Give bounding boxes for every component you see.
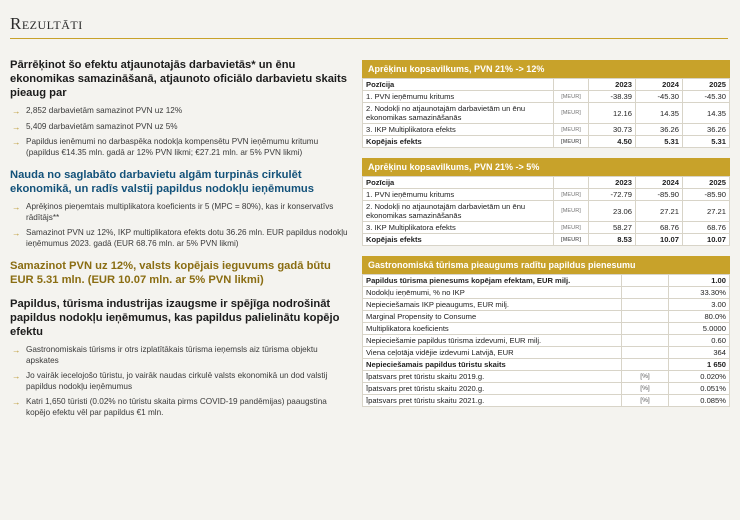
- row-unit: [622, 275, 669, 287]
- row-unit: [MEUR]: [554, 222, 589, 234]
- sub-bullet-text: Papildus ienēmumi no darbaspēka nodokļa kompensētu PVN ieņēmumu kritumu (papildus €14.35 mln. gadā ar 12% PVN likmi; €27.21 mln. ar 5% PVN likmi): [26, 137, 319, 157]
- table-row: [363, 347, 730, 359]
- row-value: -45.30: [636, 91, 683, 103]
- row-label: Nodokļu ieņēmumi, % no IKP: [363, 287, 622, 299]
- table-row: [363, 287, 730, 299]
- column-header: [554, 79, 589, 91]
- row-value: 1 650: [669, 359, 730, 371]
- row-label: 2. Nodokļi no atjaunotajām darbavietām un ēnu ekonomikas samazināšanās: [363, 103, 554, 124]
- row-value: 36.26: [683, 124, 730, 136]
- row-value: -85.90: [636, 189, 683, 201]
- row-label: 3. IKP Multiplikatora efekts: [363, 222, 554, 234]
- row-unit: [MEUR]: [554, 103, 589, 124]
- row-value: 14.35: [636, 103, 683, 124]
- row-value: 0.60: [669, 335, 730, 347]
- row-value: 5.31: [636, 136, 683, 148]
- block-heading: Nauda no saglabāto darbavietu algām turpinās cirkulēt ekonomikā, un radīs valstij papildus nodokļu ieņēmumus: [10, 169, 314, 195]
- sub-bullet: [10, 228, 350, 249]
- right-tables-column: [362, 60, 730, 417]
- row-unit: [622, 311, 669, 323]
- sub-bullet-text: Katri 1,650 tūristi (0.02% no tūristu skaita pirms COVID-19 pandēmijas) paaugstina kopējo efektu vēl par papildus €1 mln.: [26, 397, 327, 417]
- table-row: [363, 335, 730, 347]
- row-unit: [%]: [622, 395, 669, 407]
- row-label: 3. IKP Multiplikatora efekts: [363, 124, 554, 136]
- row-unit: [MEUR]: [554, 136, 589, 148]
- content-block: [10, 259, 350, 287]
- row-value: 36.26: [636, 124, 683, 136]
- table-row: [363, 359, 730, 371]
- row-value: 12.16: [589, 103, 636, 124]
- table-header-row: [363, 177, 730, 189]
- row-unit: [622, 323, 669, 335]
- row-unit: [622, 287, 669, 299]
- sub-bullet: [10, 137, 350, 158]
- row-label: 2. Nodokļi no atjaunotajām darbavietām un ēnu ekonomikas samazināšanās: [363, 201, 554, 222]
- table-row: [363, 124, 730, 136]
- row-unit: [MEUR]: [554, 91, 589, 103]
- row-label: Kopējais efekts: [363, 136, 554, 148]
- column-header: 2023: [589, 79, 636, 91]
- row-value: 364: [669, 347, 730, 359]
- table-row: [363, 189, 730, 201]
- sub-bullet-text: 5,409 darbavietām samazinot PVN uz 5%: [26, 121, 178, 131]
- table-total-row: [363, 234, 730, 246]
- summary-table-12: [362, 60, 730, 148]
- row-label: Īpatsvars pret tūristu skaitu 2019.g.: [363, 371, 622, 383]
- row-value: 0.051%: [669, 383, 730, 395]
- column-header: Pozīcija: [363, 79, 554, 91]
- sub-bullet: [10, 345, 350, 366]
- row-unit: [622, 299, 669, 311]
- row-value: 0.020%: [669, 371, 730, 383]
- row-value: 27.21: [683, 201, 730, 222]
- table-row: [363, 103, 730, 124]
- sub-bullet: [10, 371, 350, 392]
- table-row: [363, 275, 730, 287]
- row-label: Nepieciešamais papildus tūristu skaits: [363, 359, 622, 371]
- sub-bullet-text: Aprēķinos pieņemtais multiplikatora koeficients ir 5 (MPC = 80%), kas ir konservatīvs rādītājs**: [26, 202, 334, 222]
- sub-bullet-text: 2,852 darbavietām samazinot PVN uz 12%: [26, 106, 183, 115]
- tourism-table: [362, 256, 730, 407]
- row-unit: [%]: [622, 371, 669, 383]
- sub-bullet-text: Jo vairāk iecelojošo tūristu, jo vairāk naudas cirkulē valsts ekonomikā un dod valstij papildus nodokļu ieņēmumus: [26, 371, 328, 391]
- table-row: [363, 311, 730, 323]
- row-value: 5.0000: [669, 323, 730, 335]
- table-row: [363, 395, 730, 407]
- arrow-icon: →: [12, 345, 21, 355]
- table-row: [363, 201, 730, 222]
- table-row: [363, 371, 730, 383]
- row-label: Viena ceļotāja vidējie izdevumi Latvijā, EUR: [363, 347, 622, 359]
- row-value: 58.27: [589, 222, 636, 234]
- row-unit: [MEUR]: [554, 189, 589, 201]
- content-block: [10, 58, 350, 158]
- table-row: [363, 222, 730, 234]
- block-heading: Samazinot PVN uz 12%, valsts kopējais ieguvums gadā būtu EUR 5.31 mln. (EUR 10.07 mln. ar 5% PVN likmi): [10, 260, 331, 286]
- table-title: Aprēķinu kopsavilkums, PVN 21% -> 12%: [362, 60, 730, 78]
- data-table: [362, 176, 730, 246]
- row-label: 1. PVN ieņēmumu kritums: [363, 189, 554, 201]
- row-value: 0.085%: [669, 395, 730, 407]
- title-divider: [10, 38, 728, 39]
- row-value: 30.73: [589, 124, 636, 136]
- column-header: 2024: [636, 79, 683, 91]
- row-value: 8.53: [589, 234, 636, 246]
- row-value: 5.31: [683, 136, 730, 148]
- row-label: Multiplikatora koeficients: [363, 323, 622, 335]
- row-value: 27.21: [636, 201, 683, 222]
- column-header: 2024: [636, 177, 683, 189]
- table-row: [363, 323, 730, 335]
- table-row: [363, 91, 730, 103]
- table-row: [363, 299, 730, 311]
- row-label: 1. PVN ieņēmumu kritums: [363, 91, 554, 103]
- arrow-icon: →: [12, 202, 21, 212]
- row-value: 10.07: [636, 234, 683, 246]
- row-value: 3.00: [669, 299, 730, 311]
- row-value: 23.06: [589, 201, 636, 222]
- row-unit: [MEUR]: [554, 201, 589, 222]
- column-header: 2025: [683, 177, 730, 189]
- data-table: [362, 78, 730, 148]
- arrow-icon: →: [12, 371, 21, 381]
- arrow-icon: →: [12, 397, 21, 407]
- content-block: [10, 168, 350, 249]
- table-title: Aprēķinu kopsavilkums, PVN 21% -> 5%: [362, 158, 730, 176]
- row-label: Īpatsvars pret tūristu skaitu 2021.g.: [363, 395, 622, 407]
- row-value: -72.79: [589, 189, 636, 201]
- table-title: Gastronomiskā tūrisma pieaugums radītu papildus pienesumu: [362, 256, 730, 274]
- row-unit: [MEUR]: [554, 234, 589, 246]
- block-heading: Pārrēķinot šo efektu atjaunotajās darbavietās* un ēnu ekonomikas samazināšanā, atjaunoto oficiālo darbavietu skaits pieaug par: [10, 59, 347, 99]
- column-header: 2025: [683, 79, 730, 91]
- row-label: Nepieciešamie papildus tūrisma izdevumi, EUR milj.: [363, 335, 622, 347]
- row-unit: [622, 347, 669, 359]
- table-total-row: [363, 136, 730, 148]
- row-value: 4.50: [589, 136, 636, 148]
- column-header: 2023: [589, 177, 636, 189]
- row-label: Nepieciešamais IKP pieaugums, EUR milj.: [363, 299, 622, 311]
- sub-bullet: [10, 202, 350, 223]
- row-label: Papildus tūrisma pienesums kopējam efektam, EUR milj.: [363, 275, 622, 287]
- row-label: Kopējais efekts: [363, 234, 554, 246]
- row-value: 14.35: [683, 103, 730, 124]
- column-header: Pozīcija: [363, 177, 554, 189]
- row-value: 68.76: [636, 222, 683, 234]
- content-block: [10, 297, 350, 418]
- block-heading: Papildus, tūrisma industrijas izaugsme ir spējīga nodrošināt papildus nodokļu ieņēmumus, kas papildus palielinātu kopējo efektu: [10, 298, 340, 338]
- sub-bullet-text: Samazinot PVN uz 12%, IKP multiplikatora efekts dotu 36.26 mln. EUR papildus nodokļu ieņēmumus 2023. gadā (EUR 68.76 mln. ar 5% PVN likmi): [26, 228, 348, 248]
- arrow-icon: →: [12, 228, 21, 238]
- table-header-row: [363, 79, 730, 91]
- row-unit: [MEUR]: [554, 124, 589, 136]
- arrow-icon: →: [12, 106, 21, 116]
- row-value: 1.00: [669, 275, 730, 287]
- column-header: [554, 177, 589, 189]
- row-value: 68.76: [683, 222, 730, 234]
- sub-bullet: [10, 397, 350, 418]
- arrow-icon: →: [12, 137, 21, 147]
- row-label: Īpatsvars pret tūristu skaitu 2020.g.: [363, 383, 622, 395]
- data-table: [362, 274, 730, 407]
- row-value: -45.30: [683, 91, 730, 103]
- left-content-column: [10, 58, 350, 428]
- row-value: 33.30%: [669, 287, 730, 299]
- row-unit: [622, 335, 669, 347]
- sub-bullet-text: Gastronomiskais tūrisms ir otrs izplatītākais tūrisma ieņemsls aiz tūrisma objektu apskates: [26, 345, 318, 365]
- table-row: [363, 383, 730, 395]
- row-label: Marginal Propensity to Consume: [363, 311, 622, 323]
- arrow-icon: →: [12, 121, 21, 132]
- row-unit: [622, 359, 669, 371]
- row-unit: [%]: [622, 383, 669, 395]
- sub-bullet: [10, 122, 350, 133]
- page-title: Rezultāti: [10, 14, 83, 33]
- row-value: 10.07: [683, 234, 730, 246]
- summary-table-5: [362, 158, 730, 246]
- row-value: -85.90: [683, 189, 730, 201]
- row-value: -38.39: [589, 91, 636, 103]
- row-value: 80.0%: [669, 311, 730, 323]
- sub-bullet: [10, 106, 350, 117]
